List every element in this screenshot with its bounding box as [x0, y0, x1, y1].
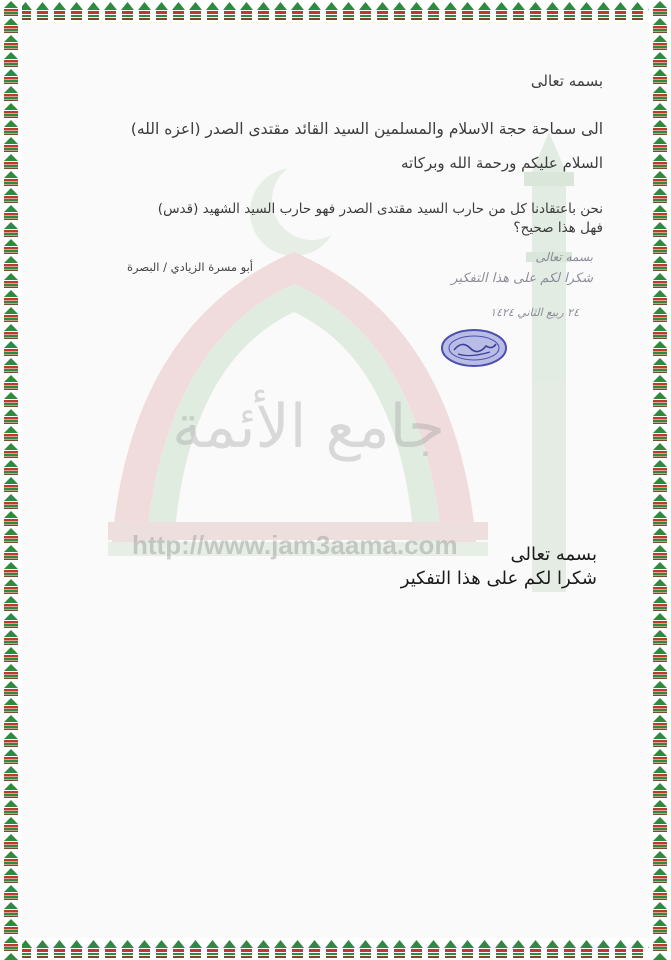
question-line-2: فهل هذا صحيح؟	[513, 220, 603, 236]
letter-paper	[22, 22, 649, 938]
office-seal-stamp	[440, 328, 508, 368]
reply-greeting: بسمه تعالى	[510, 544, 597, 565]
letter-addressee: الى سماحة حجة الاسلام والمسلمين السيد القائد مقتدى الصدر (اعزه الله)	[130, 120, 603, 138]
decorative-border-bottom	[0, 938, 671, 960]
decorative-border-right	[649, 0, 671, 960]
letter-greeting: بسمه تعالى	[530, 72, 603, 90]
handwritten-line-1: بسمه تعالى	[535, 250, 593, 264]
letter-question	[83, 200, 603, 238]
watermark-logo-text: جامع الأئمة	[172, 392, 445, 462]
question-line-1: نحن باعتقادنا كل من حارب السيد مقتدى الصدر فهو حارب السيد الشهيد (قدس)	[157, 201, 603, 217]
letter-salam: السلام عليكم ورحمة الله وبركاته	[401, 154, 603, 172]
decorative-border-left	[0, 0, 22, 960]
letter-signer: أبو مسرة الزيادي / البصرة	[126, 260, 253, 274]
handwritten-date: ٢٤ ربيع الثاني ١٤٢٤	[490, 306, 579, 319]
watermark-url: http://www.jam3aama.com	[132, 530, 458, 560]
handwritten-line-2: شكرا لكم على هذا التفكير	[451, 271, 593, 286]
reply-thanks: شكرا لكم على هذا التفكير	[400, 568, 597, 589]
decorative-border-top	[0, 0, 671, 22]
